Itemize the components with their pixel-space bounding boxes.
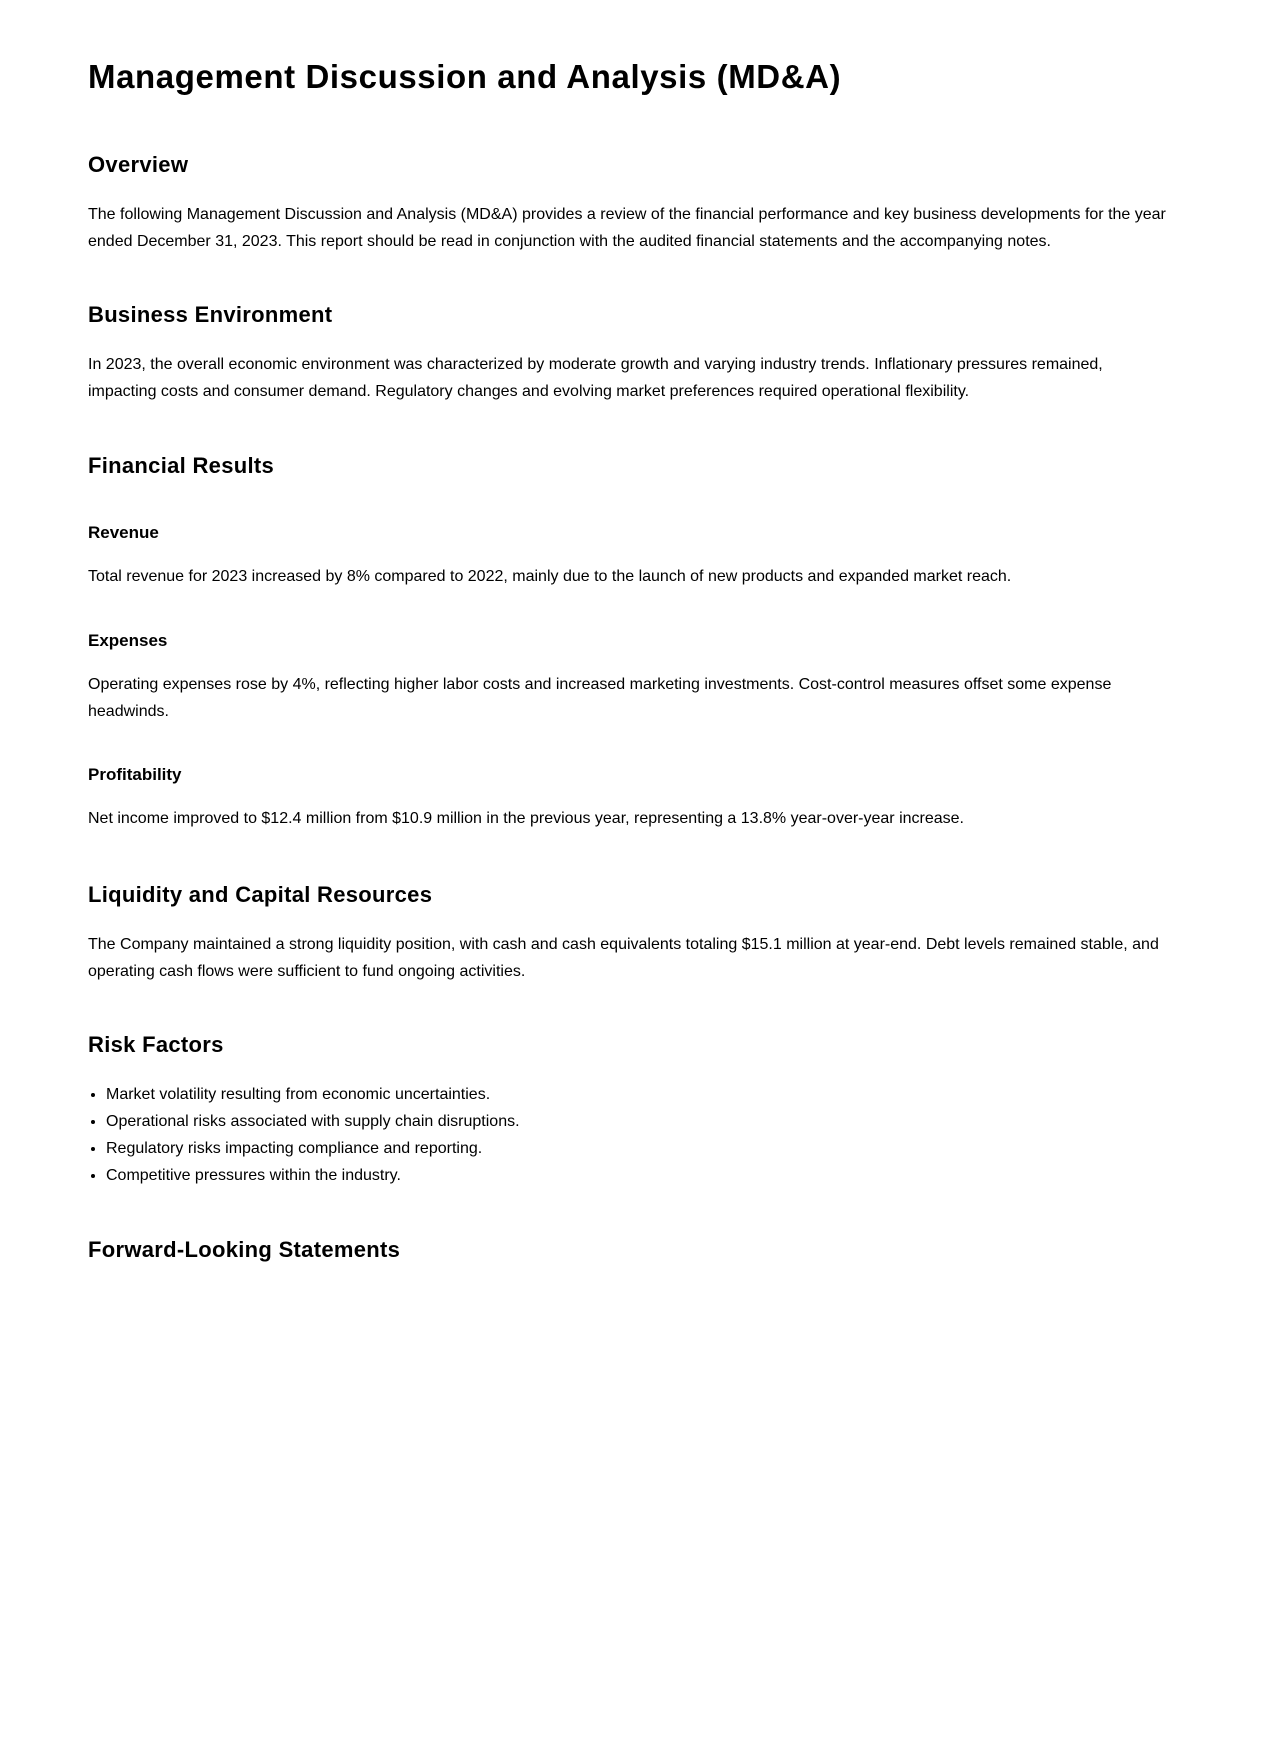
list-item: • Operational risks associated with supply chain disruptions. — [106, 1108, 520, 1135]
expenses-heading: Expenses — [88, 631, 168, 650]
list-item: • Regulatory risks impacting compliance and reporting. — [106, 1135, 520, 1162]
expenses-text: Operating expenses rose by 4%, reflecting higher labor costs and increased marketing investments. Cost-control measures offset some expense headwinds. — [88, 676, 1112, 720]
overview-text: The following Management Discussion and Analysis (MD&A) provides a review of the financial performance and key business developments for the year ended December 31, 2023. This report should be read in conjunction with the audited financial statements and the accompanying notes. — [88, 206, 1166, 250]
list-item: • Competitive pressures within the industry. — [106, 1162, 520, 1189]
business-environment-text: In 2023, the overall economic environment was characterized by moderate growth and varying industry trends. Inflationary pressures remained, impacting costs and consumer demand. Regulatory changes and evolving market preferences required operational flexibility. — [88, 356, 1103, 400]
revenue-heading: Revenue — [88, 523, 159, 542]
risk-factors-heading: Risk Factors — [88, 1032, 224, 1057]
liquidity-heading: Liquidity and Capital Resources — [88, 882, 433, 907]
liquidity-text: The Company maintained a strong liquidity position, with cash and cash equivalents totaling $15.1 million at year-end. Debt levels remained stable, and operating cash flows were sufficient to fund ongoing activities. — [88, 936, 1159, 980]
financial-results-heading: Financial Results — [88, 453, 275, 478]
risk-factors-list — [88, 1081, 520, 1189]
overview-heading: Overview — [88, 152, 189, 177]
business-environment-heading: Business Environment — [88, 302, 333, 327]
list-item: • Market volatility resulting from economic uncertainties. — [106, 1081, 520, 1108]
forward-looking-heading: Forward-Looking Statements — [88, 1237, 401, 1262]
page-title: Management Discussion and Analysis (MD&A) — [88, 58, 842, 95]
profitability-heading: Profitability — [88, 765, 182, 784]
revenue-text: Total revenue for 2023 increased by 8% compared to 2022, mainly due to the launch of new products and expanded market reach. — [88, 568, 1012, 585]
profitability-text: Net income improved to $12.4 million from $10.9 million in the previous year, representing a 13.8% year-over-year increase. — [88, 810, 964, 827]
